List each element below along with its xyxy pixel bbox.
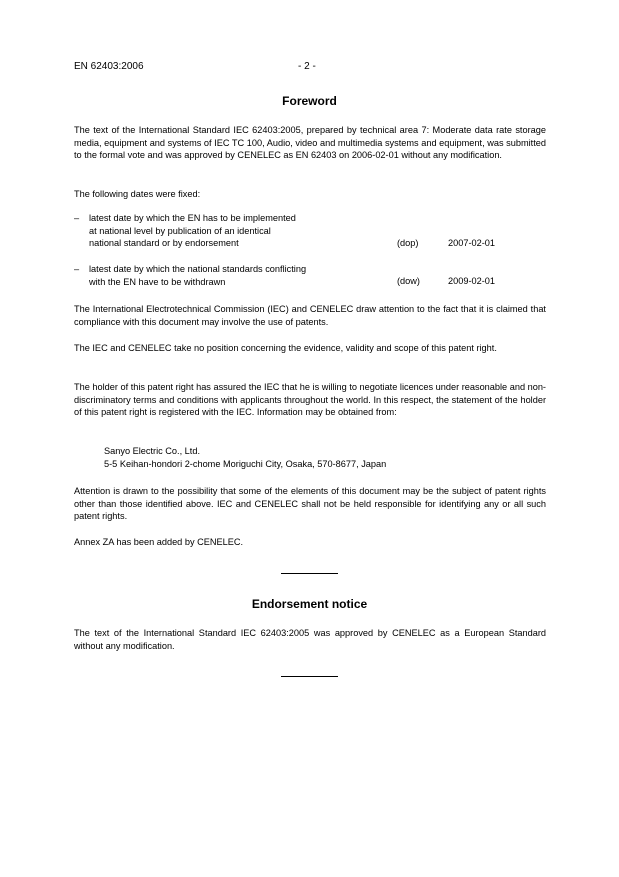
date-item-line: latest date by which the EN has to be implemented — [89, 213, 296, 223]
foreword-paragraph-1: The text of the International Standard IEC 62403:2005, prepared by technical area 7: Moderate data rate storage media, equipment and systems of IEC TC 100, Audio, video and multimedia systems and equipment, was submitted to the formal vote and was approved by CENELEC as EN 62403 on 2006-02-01 without any modification. — [74, 125, 546, 161]
patent-holder-address — [104, 445, 386, 470]
date-item-text — [89, 263, 389, 288]
address-line: Sanyo Electric Co., Ltd. — [104, 446, 201, 456]
foreword-paragraph-4: The IEC and CENELEC take no position concerning the evidence, validity and scope of this patent right. — [74, 343, 497, 353]
address-line: 5-5 Keihan-hondori 2-chome Moriguchi City, Osaka, 570-8677, Japan — [104, 458, 387, 469]
section-divider — [281, 573, 338, 574]
date-abbreviation: (dow) — [397, 276, 420, 286]
endorsement-title: Endorsement notice — [251, 597, 368, 611]
date-item-line: national standard or by endorsement — [89, 238, 239, 249]
date-item-dow — [74, 263, 546, 291]
page-number: - 2 - — [298, 61, 316, 72]
dash-marker: – — [74, 213, 80, 223]
foreword-paragraph-5: The holder of this patent right has assured the IEC that he is willing to negotiate licences under reasonable and non-discriminatory terms and conditions with applicants throughout the world. In this respect, the statement of the holder of this patent right is registered with the IEC. Information may be obtained from: — [74, 382, 546, 418]
date-abbreviation: (dop) — [397, 238, 419, 248]
date-item-dop — [74, 212, 546, 252]
date-item-text — [89, 212, 389, 250]
foreword-title: Foreword — [282, 94, 337, 108]
endorsement-paragraph: The text of the International Standard IEC 62403:2005 was approved by CENELEC as a European Standard without any modification. — [74, 628, 546, 651]
foreword-paragraph-6: Attention is drawn to the possibility that some of the elements of this document may be the subject of patent rights other than those identified above. IEC and CENELEC shall not be held responsible for identifying any or all such patent rights. — [74, 486, 546, 522]
dash-marker: – — [74, 264, 80, 274]
date-item-line: at national level by publication of an identical — [89, 225, 271, 236]
foreword-paragraph-7: Annex ZA has been added by CENELEC. — [74, 537, 244, 547]
date-value: 2009-02-01 — [448, 276, 495, 286]
date-value: 2007-02-01 — [448, 238, 495, 248]
date-item-line: latest date by which the national standards conflicting — [89, 264, 307, 274]
section-divider — [281, 676, 338, 677]
document-id: EN 62403:2006 — [74, 61, 144, 72]
foreword-paragraph-3: The International Electrotechnical Commission (IEC) and CENELEC draw attention to the fact that it is claimed that compliance with this document may involve the use of patents. — [74, 304, 546, 327]
foreword-paragraph-2: The following dates were fixed: — [74, 189, 201, 199]
date-item-line: with the EN have to be withdrawn — [89, 276, 226, 287]
